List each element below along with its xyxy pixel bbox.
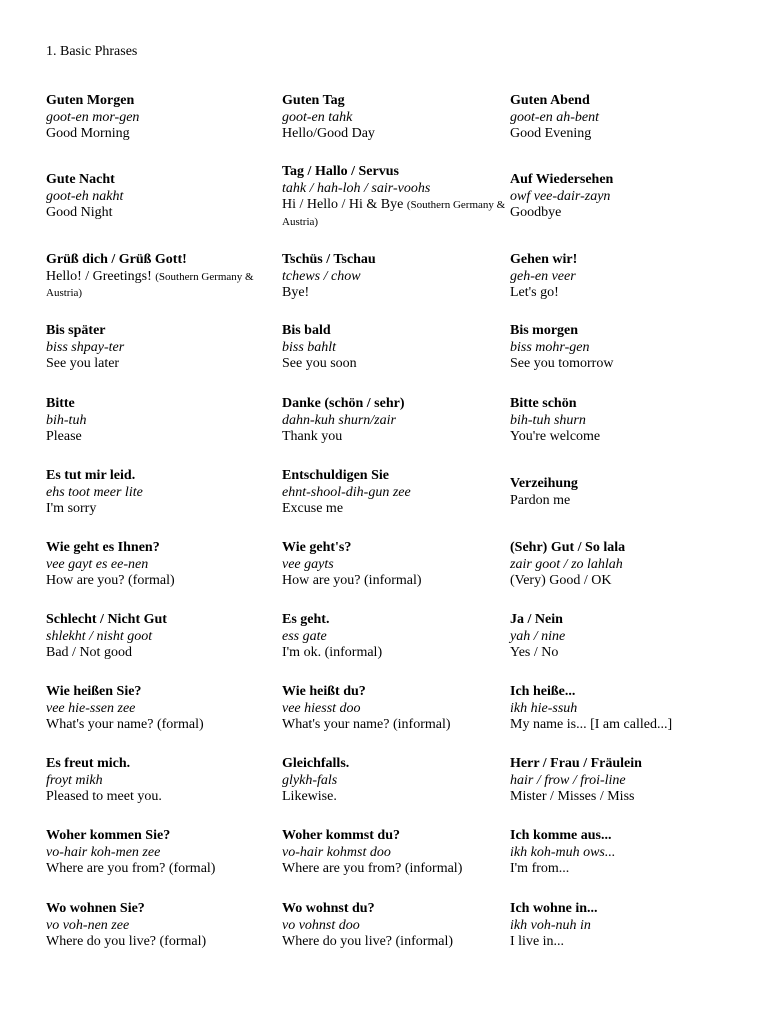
phrase-card [510,756,750,806]
german-phrase: Guten Abend [510,93,590,108]
phrase-card [510,540,750,590]
meaning-text: Bad / Not good [46,645,132,660]
english-meaning [282,126,507,143]
pronunciation: vee gayts [282,556,334,572]
phrase-card [510,612,750,662]
german-phrase: Danke (schön / sehr) [282,396,405,411]
english-meaning [510,126,750,143]
german-phrase: Es tut mir leid. [46,468,136,483]
english-meaning [282,717,507,734]
meaning-text: Please [46,429,82,444]
pronunciation: biss bahlt [282,339,337,355]
pronunciation: goot-eh nakht [46,188,124,204]
pronunciation: ikh voh-nuh in [510,917,591,933]
phrase-card [46,540,271,590]
english-meaning [282,861,507,878]
meaning-text: Where are you from? (informal) [282,861,463,876]
phrase-card [510,901,750,951]
pronunciation: biss shpay-ter [46,339,125,355]
meaning-text: (Very) Good / OK [510,573,612,588]
phrase-card [282,468,507,518]
meaning-text: My name is... [I am called...] [510,717,673,732]
phrase-card [510,172,750,222]
phrase-card [510,323,750,373]
pronunciation: ikh koh-muh ows... [510,844,616,860]
pronunciation: geh-en veer [510,268,576,284]
phrase-card [46,468,271,518]
german-phrase: Herr / Frau / Fräulein [510,756,642,771]
phrase-card [46,684,271,734]
german-phrase: Schlecht / Nicht Gut [46,612,167,627]
pronunciation: vee hiesst doo [282,700,361,716]
english-meaning [510,645,750,662]
pronunciation: tahk / hah-loh / sair-voohs [282,180,431,196]
german-phrase: Tag / Hallo / Servus [282,164,399,179]
meaning-text: Hello/Good Day [282,126,375,141]
meaning-text: Mister / Misses / Miss [510,789,635,804]
german-phrase: Bis morgen [510,323,579,338]
phrase-card [46,612,271,662]
pronunciation: ehs toot meer lite [46,484,143,500]
meaning-text: Where do you live? (formal) [46,934,207,949]
pronunciation: bih-tuh shurn [510,412,586,428]
pronunciation: ess gate [282,628,327,644]
meaning-text: Hello! / Greetings! [46,268,152,284]
german-phrase: Guten Tag [282,93,345,108]
meaning-text: I live in... [510,934,565,949]
meaning-text: Good Evening [510,126,592,141]
pronunciation: vo-hair koh-men zee [46,844,161,860]
pronunciation: hair / frow / froi-line [510,772,626,788]
pronunciation: glykh-fals [282,772,338,788]
pronunciation: bih-tuh [46,412,87,428]
german-phrase: Auf Wiedersehen [510,172,614,187]
english-meaning [510,861,750,878]
german-phrase: Bitte [46,396,75,411]
meaning-text: You're welcome [510,429,601,444]
english-meaning [510,285,750,302]
german-phrase: Gleichfalls. [282,756,350,771]
phrase-card [46,828,271,878]
german-phrase: Es freut mich. [46,756,131,771]
meaning-text: How are you? (formal) [46,573,175,588]
german-phrase: Verzeihung [510,476,578,491]
german-phrase: Guten Morgen [46,93,135,108]
pronunciation: ehnt-shool-dih-gun zee [282,484,411,500]
meaning-text: Good Night [46,205,113,220]
german-phrase: Ja / Nein [510,612,563,627]
phrase-card [282,93,507,143]
phrase-card [510,828,750,878]
german-phrase: (Sehr) Gut / So lala [510,540,626,555]
english-meaning [510,493,750,510]
meaning-text: I'm sorry [46,501,97,516]
phrase-card [510,396,750,446]
english-meaning [282,429,507,446]
german-phrase: Entschuldigen Sie [282,468,389,483]
german-phrase: Grüß dich / Grüß Gott! [46,252,187,267]
phrase-card [46,901,271,951]
english-meaning [46,429,271,446]
german-phrase: Gehen wir! [510,252,578,267]
meaning-text: Likewise. [282,789,337,804]
phrase-card [510,476,750,509]
german-phrase: Bis später [46,323,106,338]
pronunciation: froyt mikh [46,772,103,788]
meaning-text: Goodbye [510,205,562,220]
pronunciation: biss mohr-gen [510,339,590,355]
german-phrase: Wie heißen Sie? [46,684,142,699]
meaning-text: Yes / No [510,645,559,660]
english-meaning [282,934,507,951]
pronunciation: vee hie-ssen zee [46,700,136,716]
meaning-text: What's your name? (informal) [282,717,451,732]
pronunciation: goot-en ah-bent [510,109,600,125]
meaning-text: Where do you live? (informal) [282,934,454,949]
english-meaning [46,789,271,806]
phrase-card [510,93,750,143]
meaning-text: Let's go! [510,285,559,300]
meaning-text: Pleased to meet you. [46,789,162,804]
german-phrase: Bitte schön [510,396,577,411]
pronunciation: yah / nine [510,628,566,644]
pronunciation: goot-en tahk [282,109,353,125]
meaning-text: Excuse me [282,501,344,516]
phrase-card [510,684,750,734]
phrase-card [46,172,271,222]
german-phrase: Ich heiße... [510,684,576,699]
german-phrase: Tschüs / Tschau [282,252,376,267]
phrase-card [46,323,271,373]
phrase-card [282,323,507,373]
pronunciation: tchews / chow [282,268,361,284]
phrase-card [46,93,271,143]
english-meaning [510,573,750,590]
german-phrase: Woher kommst du? [282,828,400,843]
german-phrase: Es geht. [282,612,330,627]
pronunciation: vo-hair kohmst doo [282,844,391,860]
english-meaning [46,645,271,662]
meaning-text: Thank you [282,429,343,444]
english-meaning [282,573,507,590]
phrase-card [46,252,271,302]
phrase-card [46,396,271,446]
english-meaning [46,501,271,518]
english-meaning [282,356,507,373]
english-meaning [510,934,750,951]
pronunciation: vo voh-nen zee [46,917,130,933]
pronunciation: owf vee-dair-zayn [510,188,611,204]
meaning-text: Good Morning [46,126,130,141]
pronunciation: shlekht / nisht goot [46,628,153,644]
phrase-card [282,612,507,662]
german-phrase: Wie heißt du? [282,684,366,699]
phrase-card [282,684,507,734]
phrase-card [282,396,507,446]
english-meaning [282,645,507,662]
meaning-text: See you soon [282,356,357,371]
region-note: (Southern Germany & Austria) [282,199,506,228]
region-note: (Southern Germany & Austria) [46,270,254,299]
meaning-text: Pardon me [510,492,571,508]
german-phrase: Gute Nacht [46,172,115,187]
english-meaning [510,429,750,446]
german-phrase: Wie geht es Ihnen? [46,540,160,555]
phrase-card [282,756,507,806]
meaning-text: What's your name? (formal) [46,717,204,732]
german-phrase: Wo wohnst du? [282,901,375,916]
english-meaning [46,356,271,373]
phrase-card [282,164,507,230]
meaning-text: Bye! [282,285,310,300]
pronunciation: goot-en mor-gen [46,109,140,125]
phrase-card [282,540,507,590]
phrase-card [510,252,750,302]
english-meaning [46,934,271,951]
phrase-card [282,252,507,302]
pronunciation: zair goot / zo lahlah [510,556,623,572]
german-phrase: Wie geht's? [282,540,352,555]
german-phrase: Ich komme aus... [510,828,612,843]
english-meaning [46,861,271,878]
german-phrase: Ich wohne in... [510,901,598,916]
english-meaning [510,717,750,734]
meaning-text: Hi / Hello / Hi & Bye [282,197,404,212]
phrase-card [282,901,507,951]
english-meaning [510,205,750,222]
english-meaning [282,501,507,518]
english-meaning [46,126,271,143]
english-meaning [510,789,750,806]
pronunciation: vee gayt es ee-nen [46,556,149,572]
english-meaning [282,789,507,806]
pronunciation: vo vohnst doo [282,917,360,933]
english-meaning [282,197,507,230]
english-meaning [46,573,271,590]
english-meaning [46,205,271,222]
phrase-card [282,828,507,878]
meaning-text: I'm ok. (informal) [282,645,383,660]
german-phrase: Wo wohnen Sie? [46,901,145,916]
english-meaning [510,356,750,373]
section-title: 1. Basic Phrases [46,44,138,59]
pronunciation: dahn-kuh shurn/zair [282,412,396,428]
meaning-text: See you tomorrow [510,356,614,371]
english-meaning [46,717,271,734]
meaning-text: I'm from... [510,861,570,876]
german-phrase: Bis bald [282,323,331,338]
meaning-text: How are you? (informal) [282,573,422,588]
pronunciation: ikh hie-ssuh [510,700,578,716]
english-meaning [282,285,507,302]
meaning-text: See you later [46,356,120,371]
phrase-card [46,756,271,806]
german-phrase: Woher kommen Sie? [46,828,171,843]
english-meaning [46,269,271,302]
meaning-text: Where are you from? (formal) [46,861,216,876]
